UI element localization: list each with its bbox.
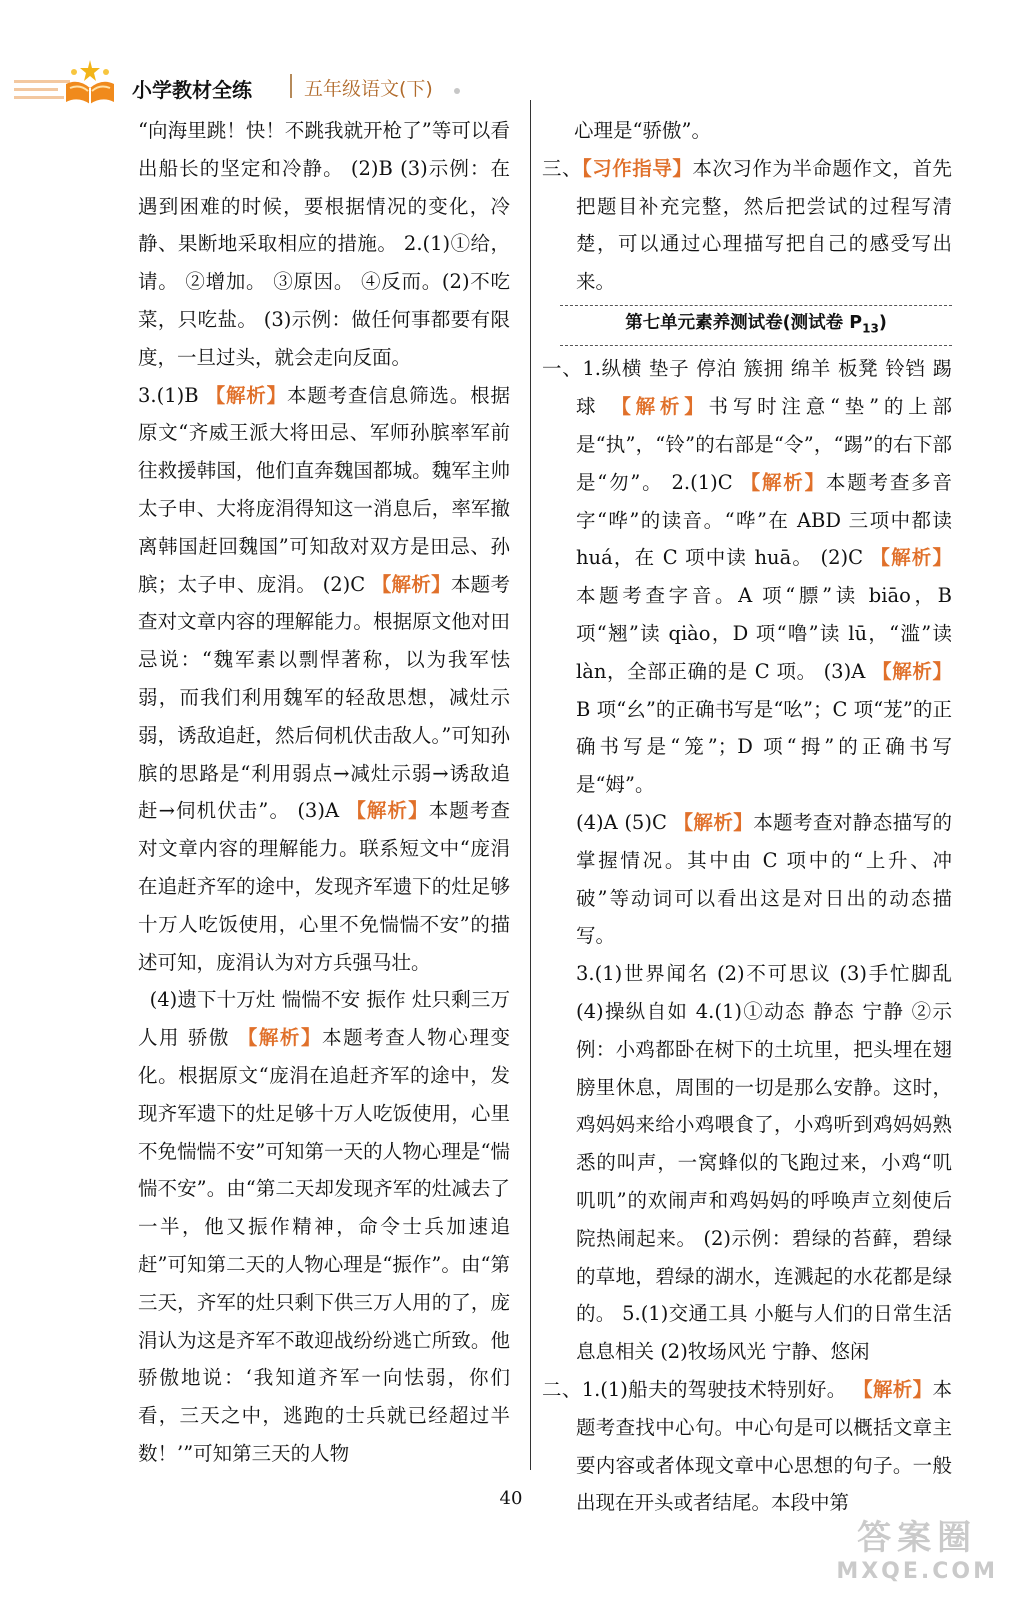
analysis-tag: 【解析】: [673, 811, 754, 835]
writing-guide-tag: 【习作指导】: [582, 156, 693, 180]
header-decor-line: [14, 88, 58, 91]
answer-text: 本题考查对文章内容的理解能力。根据原文他对田忌说：“魏军素以剽悍著称，以为我军怯弱，而我们利用魏军的轻敌思想，减灶示弱，诱敌追赶，然后伺机伏击敌人。”可知孙膑的思路是“利用弱点→减灶示弱→诱敌追赶→伺机伏击”。 (3)A: [138, 572, 510, 823]
watermark-cn: 答案圈: [857, 1518, 978, 1558]
section-title-text: 第七单元素养测试卷(测试卷 P: [625, 312, 863, 333]
book-logo-icon: [62, 58, 118, 108]
answer-text: B 项“幺”的正确书写是“吆”；C 项“茏”的正确书写是“笼”；D 项“拇”的正确书写是“姆”。: [576, 697, 952, 797]
answer-text: 3.(1)B: [138, 383, 206, 407]
answer-text: 三、: [542, 156, 583, 180]
analysis-tag: 【解析】: [237, 1026, 323, 1050]
page-header: [0, 58, 1022, 110]
section-title-close: ): [878, 312, 887, 333]
analysis-tag: 【解析】: [611, 395, 709, 419]
book-subtitle: 五年级语文(下): [304, 78, 433, 100]
header-dot: [454, 88, 460, 94]
header-decor-line: [14, 96, 64, 99]
analysis-tag: 【解析】: [872, 659, 952, 683]
answer-text: (4)遗下十万灶 惴惴不安 振作 灶只剩三万人用 骄傲: [138, 988, 510, 1050]
answer-text: 本题考查找中心句。中心句是可以概括文章主要内容或者体现文章中心思想的句子。一般出现在开头或者结尾。本段中第: [576, 1378, 952, 1515]
analysis-tag: 【解析】: [346, 799, 429, 823]
answer-text: 本题考查多音字“哗”的读音。“哗”在 ABD 三项中都读 huá，在 C 项中读 huā。 (2)C: [576, 470, 952, 570]
analysis-tag: 【解析】: [740, 470, 826, 494]
page-number: 40: [499, 1488, 523, 1509]
left-column: [138, 112, 510, 1473]
answer-text: 本题考查字音。A 项“膘”读 biāo，B 项“翘”读 qiào，D 项“噜”读 lū，“滥”读 làn，全部正确的是 C 项。 (3)A: [576, 584, 952, 683]
analysis-tag: 【解析】: [853, 1378, 933, 1401]
answer-text: 3.(1)世界闻名 (2)不可思议 (3)手忙脚乱 (4)操纵自如 4.(1)①动态 静态 宁静 ②示例：小鸡都卧在树下的土坑里，把头埋在翅膀里休息，周围的一切是那么安静。这时，鸡妈妈来给小鸡喂食了，小鸡听到鸡妈妈熟悉的叫声，一窝蜂似的飞跑过来，小鸡“叽叽叽”的欢闹声和鸡妈妈的呼唤声立刻使后院热闹起来。 (2)示例：碧绿的苔藓，碧绿的草地，碧绿的湖水，连溅起的水花都是绿的。 5.(1)交通工具 小艇与人们的日常生活息息相关 (2)牧场风光 宁静、悠闲: [576, 962, 952, 1364]
answer-paragraph: [542, 150, 952, 301]
answer-text: 本题考查人物心理变化。根据原文“庞涓在追赶齐军的途中，发现齐军遗下的灶足够十万人吃饭使用，心里不免惴惴不安”可知第一天的人物心理是“惴惴不安”。由“第二天却发现齐军的灶减去了一半，他又振作精神，命令士兵加速追赶”可知第二天的人物心理是“振作”。由“第三天，齐军的灶只剩下供三万人用的了，庞涓认为这是齐军不敢迎战纷纷逃亡所致。他骄傲地说：‘我知道齐军一向怯弱，你们看，三天之中，逃跑的士兵就已经超过半数！’”可知第三天的人物: [138, 1026, 510, 1465]
watermark-en: MXQE.COM: [836, 1559, 998, 1584]
answer-text: 本题考查对文章内容的理解能力。联系短文中“庞涓在追赶齐军的途中，发现齐军遗下的灶足够十万人吃饭使用，心里不免惴惴不安”的描述可知，庞涓认为对方兵强马壮。: [138, 799, 510, 974]
answer-text: 本题考查信息筛选。根据原文“齐威王派大将田忌、军师孙膑率军前往救援韩国，他们直奔魏国都城。魏军主帅太子申、大将庞涓得知这一消息后，率军撤离韩国赶回魏国”可知敌对双方是田忌、孙膑；太子申、庞涓。 (2)C: [138, 383, 510, 596]
answer-text: “向海里跳！快！不跳我就开枪了”等可以看出船长的坚定和冷静。 (2)B (3)示例：在遇到困难的时候，要根据情况的变化，冷静、果断地采取相应的措施。 2.(1)①给，请。 ②增加。 ③原因。 ④反而。(2)不吃菜，只吃盐。 (3)示例：做任何事都要有限度，一旦过头，就会走向反面。: [138, 119, 510, 369]
answer-text: 本题考查对静态描写的掌握情况。其中由 C 项中的“上升、冲破”等动词可以看出这是对日出的动态描写。: [576, 811, 952, 948]
answer-paragraph: [548, 804, 952, 955]
analysis-tag: 【解析】: [870, 546, 952, 570]
watermark-logo: [836, 1510, 998, 1584]
right-column: [542, 112, 952, 1522]
answer-paragraph: [542, 350, 952, 804]
answer-text: 心理是“骄傲”。: [574, 119, 711, 142]
analysis-tag: 【解析】: [371, 572, 451, 596]
answer-paragraph: [138, 377, 510, 982]
analysis-tag: 【解析】: [205, 383, 287, 407]
header-separator: [290, 74, 292, 98]
book-title: 小学教材全练: [132, 78, 252, 102]
answer-text: 一、1.纵横 垫子 停泊 簇拥 绵羊 板凳 铃铛 踢球: [542, 357, 952, 419]
answer-text: 二、1.(1)船夫的驾驶技术特别好。: [542, 1378, 854, 1401]
answer-paragraph: [548, 112, 952, 150]
answer-paragraph: [138, 112, 510, 377]
section-title-page: 13: [862, 321, 879, 336]
answer-text: 本次习作为半命题作文，首先把题目补充完整，然后把尝试的过程写清楚，可以通过心理描写把自己的感受写出来。: [576, 156, 952, 294]
answer-text: (4)A (5)C: [576, 811, 674, 835]
answer-paragraph: [548, 955, 952, 1371]
answer-text: 书写时注意“垫”的上部是“执”，“铃”的右部是“令”，“踢”的右下部是“勿”。 2.(1)C: [576, 395, 952, 494]
answer-paragraph: [138, 981, 510, 1472]
section-title: [560, 305, 952, 347]
column-divider: [530, 100, 531, 1470]
